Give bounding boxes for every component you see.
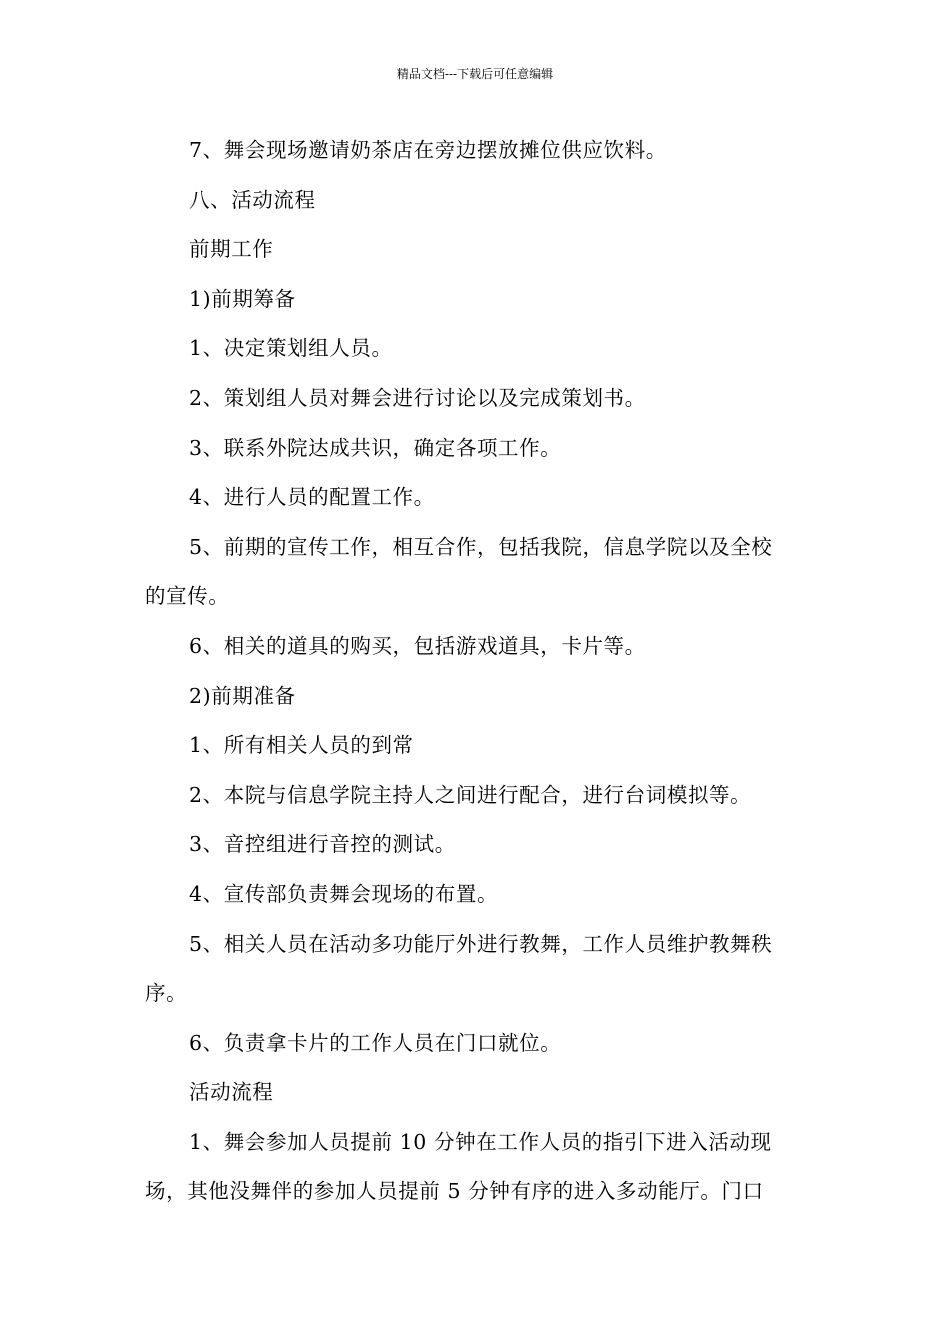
paragraph-line: 序。 xyxy=(145,981,188,1006)
paragraph xyxy=(145,870,809,920)
paragraph-line: 2、本院与信息学院主持人之间进行配合，进行台词模拟等。 xyxy=(189,782,752,807)
paragraph-line: 1)前期筹备 xyxy=(189,286,296,311)
paragraph-line: 4、进行人员的配置工作。 xyxy=(189,485,435,510)
paragraph-line: 3、音控组进行音控的测试。 xyxy=(189,832,456,857)
paragraph xyxy=(145,622,809,672)
paragraph-line: 1、所有相关人员的到常 xyxy=(189,733,414,758)
paragraph xyxy=(145,771,809,821)
paragraph xyxy=(145,324,809,374)
paragraph xyxy=(145,721,809,771)
paragraph-line: 场，其他没舞伴的参加人员提前 5 分钟有序的进入多动能厅。门口 xyxy=(145,1179,764,1204)
paragraph xyxy=(145,374,809,424)
paragraph-line: 2)前期准备 xyxy=(189,683,296,708)
paragraph xyxy=(145,1019,809,1069)
paragraph xyxy=(145,672,809,722)
paragraph xyxy=(145,126,809,176)
paragraph-line: 1、决定策划组人员。 xyxy=(189,336,393,361)
paragraph xyxy=(145,473,809,523)
paragraph xyxy=(145,523,809,622)
paragraph xyxy=(145,920,809,1019)
paragraph-line: 7、舞会现场邀请奶茶店在旁边摆放摊位供应饮料。 xyxy=(189,138,667,162)
document-body xyxy=(145,126,809,1217)
paragraph xyxy=(145,424,809,474)
paragraph xyxy=(145,1068,809,1118)
paragraph-line: 6、相关的道具的购买，包括游戏道具，卡片等。 xyxy=(189,633,646,658)
paragraph-line: 3、联系外院达成共识，确定各项工作。 xyxy=(189,435,562,460)
paragraph-line: 5、前期的宣传工作，相互合作，包括我院，信息学院以及全校 xyxy=(189,534,773,559)
paragraph xyxy=(145,820,809,870)
paragraph-line: 1、舞会参加人员提前 10 分钟在工作人员的指引下进入活动现 xyxy=(189,1129,772,1154)
paragraph xyxy=(145,275,809,325)
paragraph-line: 2、策划组人员对舞会进行讨论以及完成策划书。 xyxy=(189,385,646,410)
paragraph-line: 的宣传。 xyxy=(145,584,230,609)
paragraph-line: 6、负责拿卡片的工作人员在门口就位。 xyxy=(189,1030,562,1055)
paragraph-line: 5、相关人员在活动多功能厅外进行教舞，工作人员维护教舞秩 xyxy=(189,931,773,956)
paragraph xyxy=(145,1118,809,1217)
paragraph-line: 4、宣传部负责舞会现场的布置。 xyxy=(189,881,499,906)
paragraph-line: 八、活动流程 xyxy=(189,187,316,212)
paragraph-line: 活动流程 xyxy=(189,1080,274,1105)
paragraph xyxy=(145,176,809,226)
page-header: 精品文档---下载后可任意编辑 xyxy=(396,67,554,81)
paragraph xyxy=(145,225,809,275)
paragraph-line: 前期工作 xyxy=(189,237,274,262)
